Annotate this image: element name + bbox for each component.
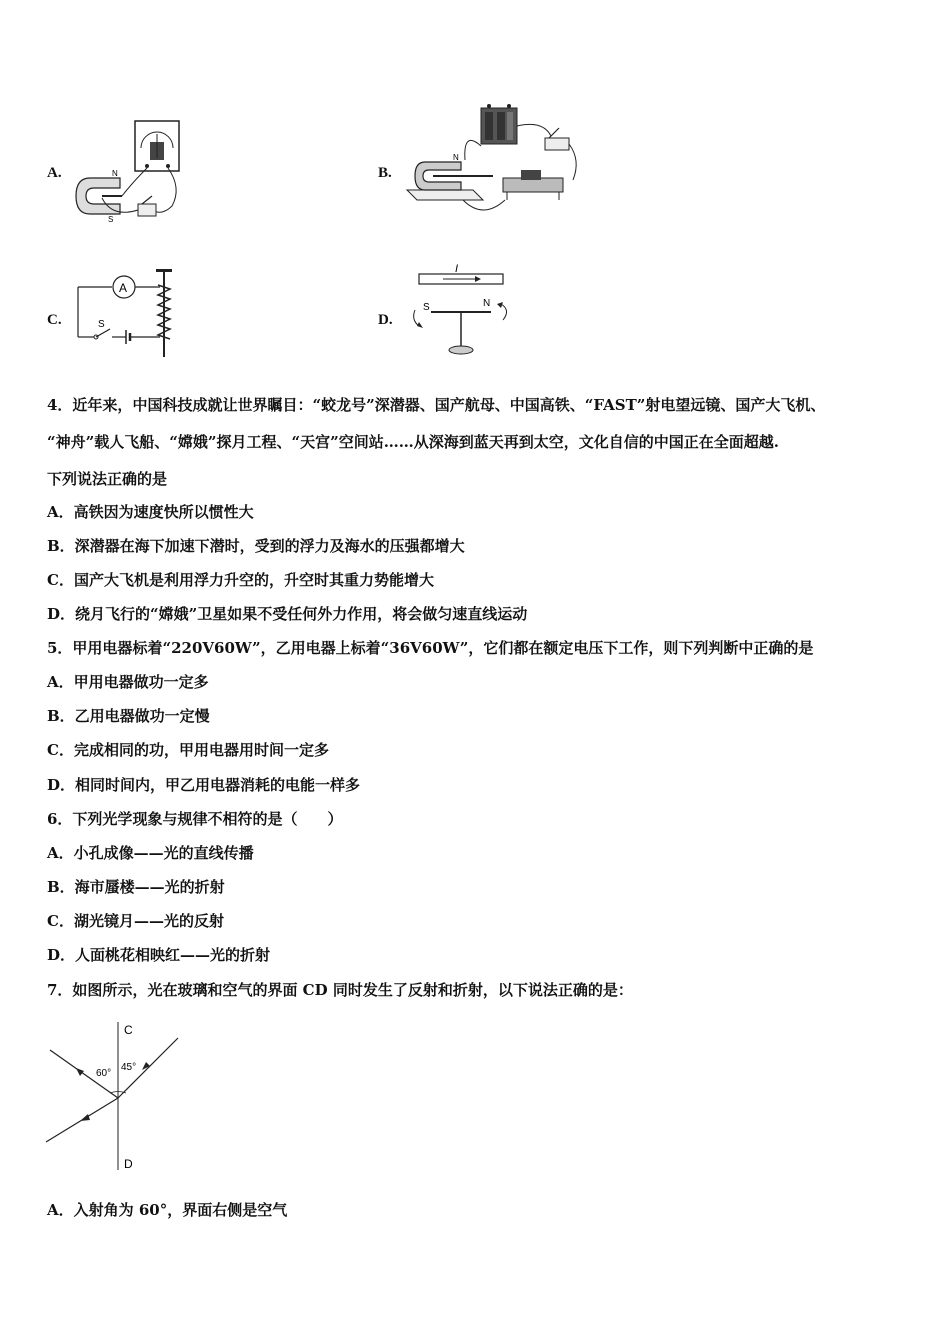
q3-option-b-label: B. [378,165,392,181]
electromagnet-circuit-diagram [72,265,182,360]
switch-label: S [98,319,105,330]
needle-n-label: N [483,298,491,309]
q5-option-a: A．甲用电器做功一定多 [47,673,209,691]
q4-stem-line-1: 4．近年来，中国科技成就让世界瞩目：“蛟龙号”深潜器、国产航母、中国高铁、“FAST”射电望远镜、国产大飞机、 [47,396,826,414]
q5-option-c: C．完成相同的功，甲用电器用时间一定多 [47,741,329,759]
q3-option-a-label: A. [47,165,62,181]
light-refraction-diagram [44,1018,184,1174]
magnet-n-label-b: N [453,153,459,162]
q4-stem-line-3: 下列说法正确的是 [47,470,168,488]
interface-label-c: C [124,1023,133,1037]
q6-option-c: C．湖光镜月——光的反射 [47,912,224,930]
q4-option-a: A．高铁因为速度快所以惯性大 [47,503,254,521]
magnet-n-label: N [112,169,118,178]
q7-option-a: A．入射角为 60°，界面右侧是空气 [47,1201,288,1219]
q5-stem: 5．甲用电器标着“220V60W”，乙用电器上标着“36V60W”，它们都在额定电压下工作，则下列判断中正确的是 [47,639,814,657]
q4-option-b: B．深潜器在海下加速下潜时，受到的浮力及海水的压强都增大 [47,537,465,555]
q6-option-a: A．小孔成像——光的直线传播 [47,844,254,862]
q6-option-d: D．人面桃花相映红——光的折射 [47,946,271,964]
q4-stem-line-2: “神舟”载人飞船、“嫦娥”探月工程、“天宫”空间站……从深海到蓝天再到太空，文化自信的中国正在全面超越. [47,433,779,451]
battery-magnet-rail-diagram [403,100,583,224]
q3-option-c-label: C. [47,312,62,328]
q5-option-d: D．相同时间内，甲乙用电器消耗的电能一样多 [47,776,361,794]
q6-stem: 6．下列光学现象与规律不相符的是（ ） [47,810,343,828]
q4-option-c: C．国产大飞机是利用浮力升空的，升空时其重力势能增大 [47,571,434,589]
q6-option-b: B．海市蜃楼——光的折射 [47,878,225,896]
q4-option-d: D．绕月飞行的“嫦娥”卫星如果不受任何外力作用，将会做匀速直线运动 [47,605,528,623]
current-label: I [455,263,459,275]
needle-s-label: S [423,302,430,313]
q3-option-d-label: D. [378,312,393,328]
angle-right-label: 45° [121,1062,137,1073]
q3-figure-a [72,118,184,224]
angle-left-label: 60° [96,1068,112,1079]
q7-stem: 7．如图所示，光在玻璃和空气的界面 CD 同时发生了反射和折射，以下说法正确的是： [47,981,633,999]
oersted-experiment-diagram [403,258,511,360]
q3-figure-b [403,100,583,224]
q5-option-b: B．乙用电器做功一定慢 [47,707,210,725]
q3-figure-c [72,265,182,360]
ammeter-label: A [119,281,128,295]
magnet-s-label: S [108,215,114,224]
interface-label-d: D [124,1157,133,1171]
q3-figure-d [403,258,511,360]
q7-refraction-figure [44,1018,184,1174]
galvanometer-magnet-diagram [72,118,184,224]
